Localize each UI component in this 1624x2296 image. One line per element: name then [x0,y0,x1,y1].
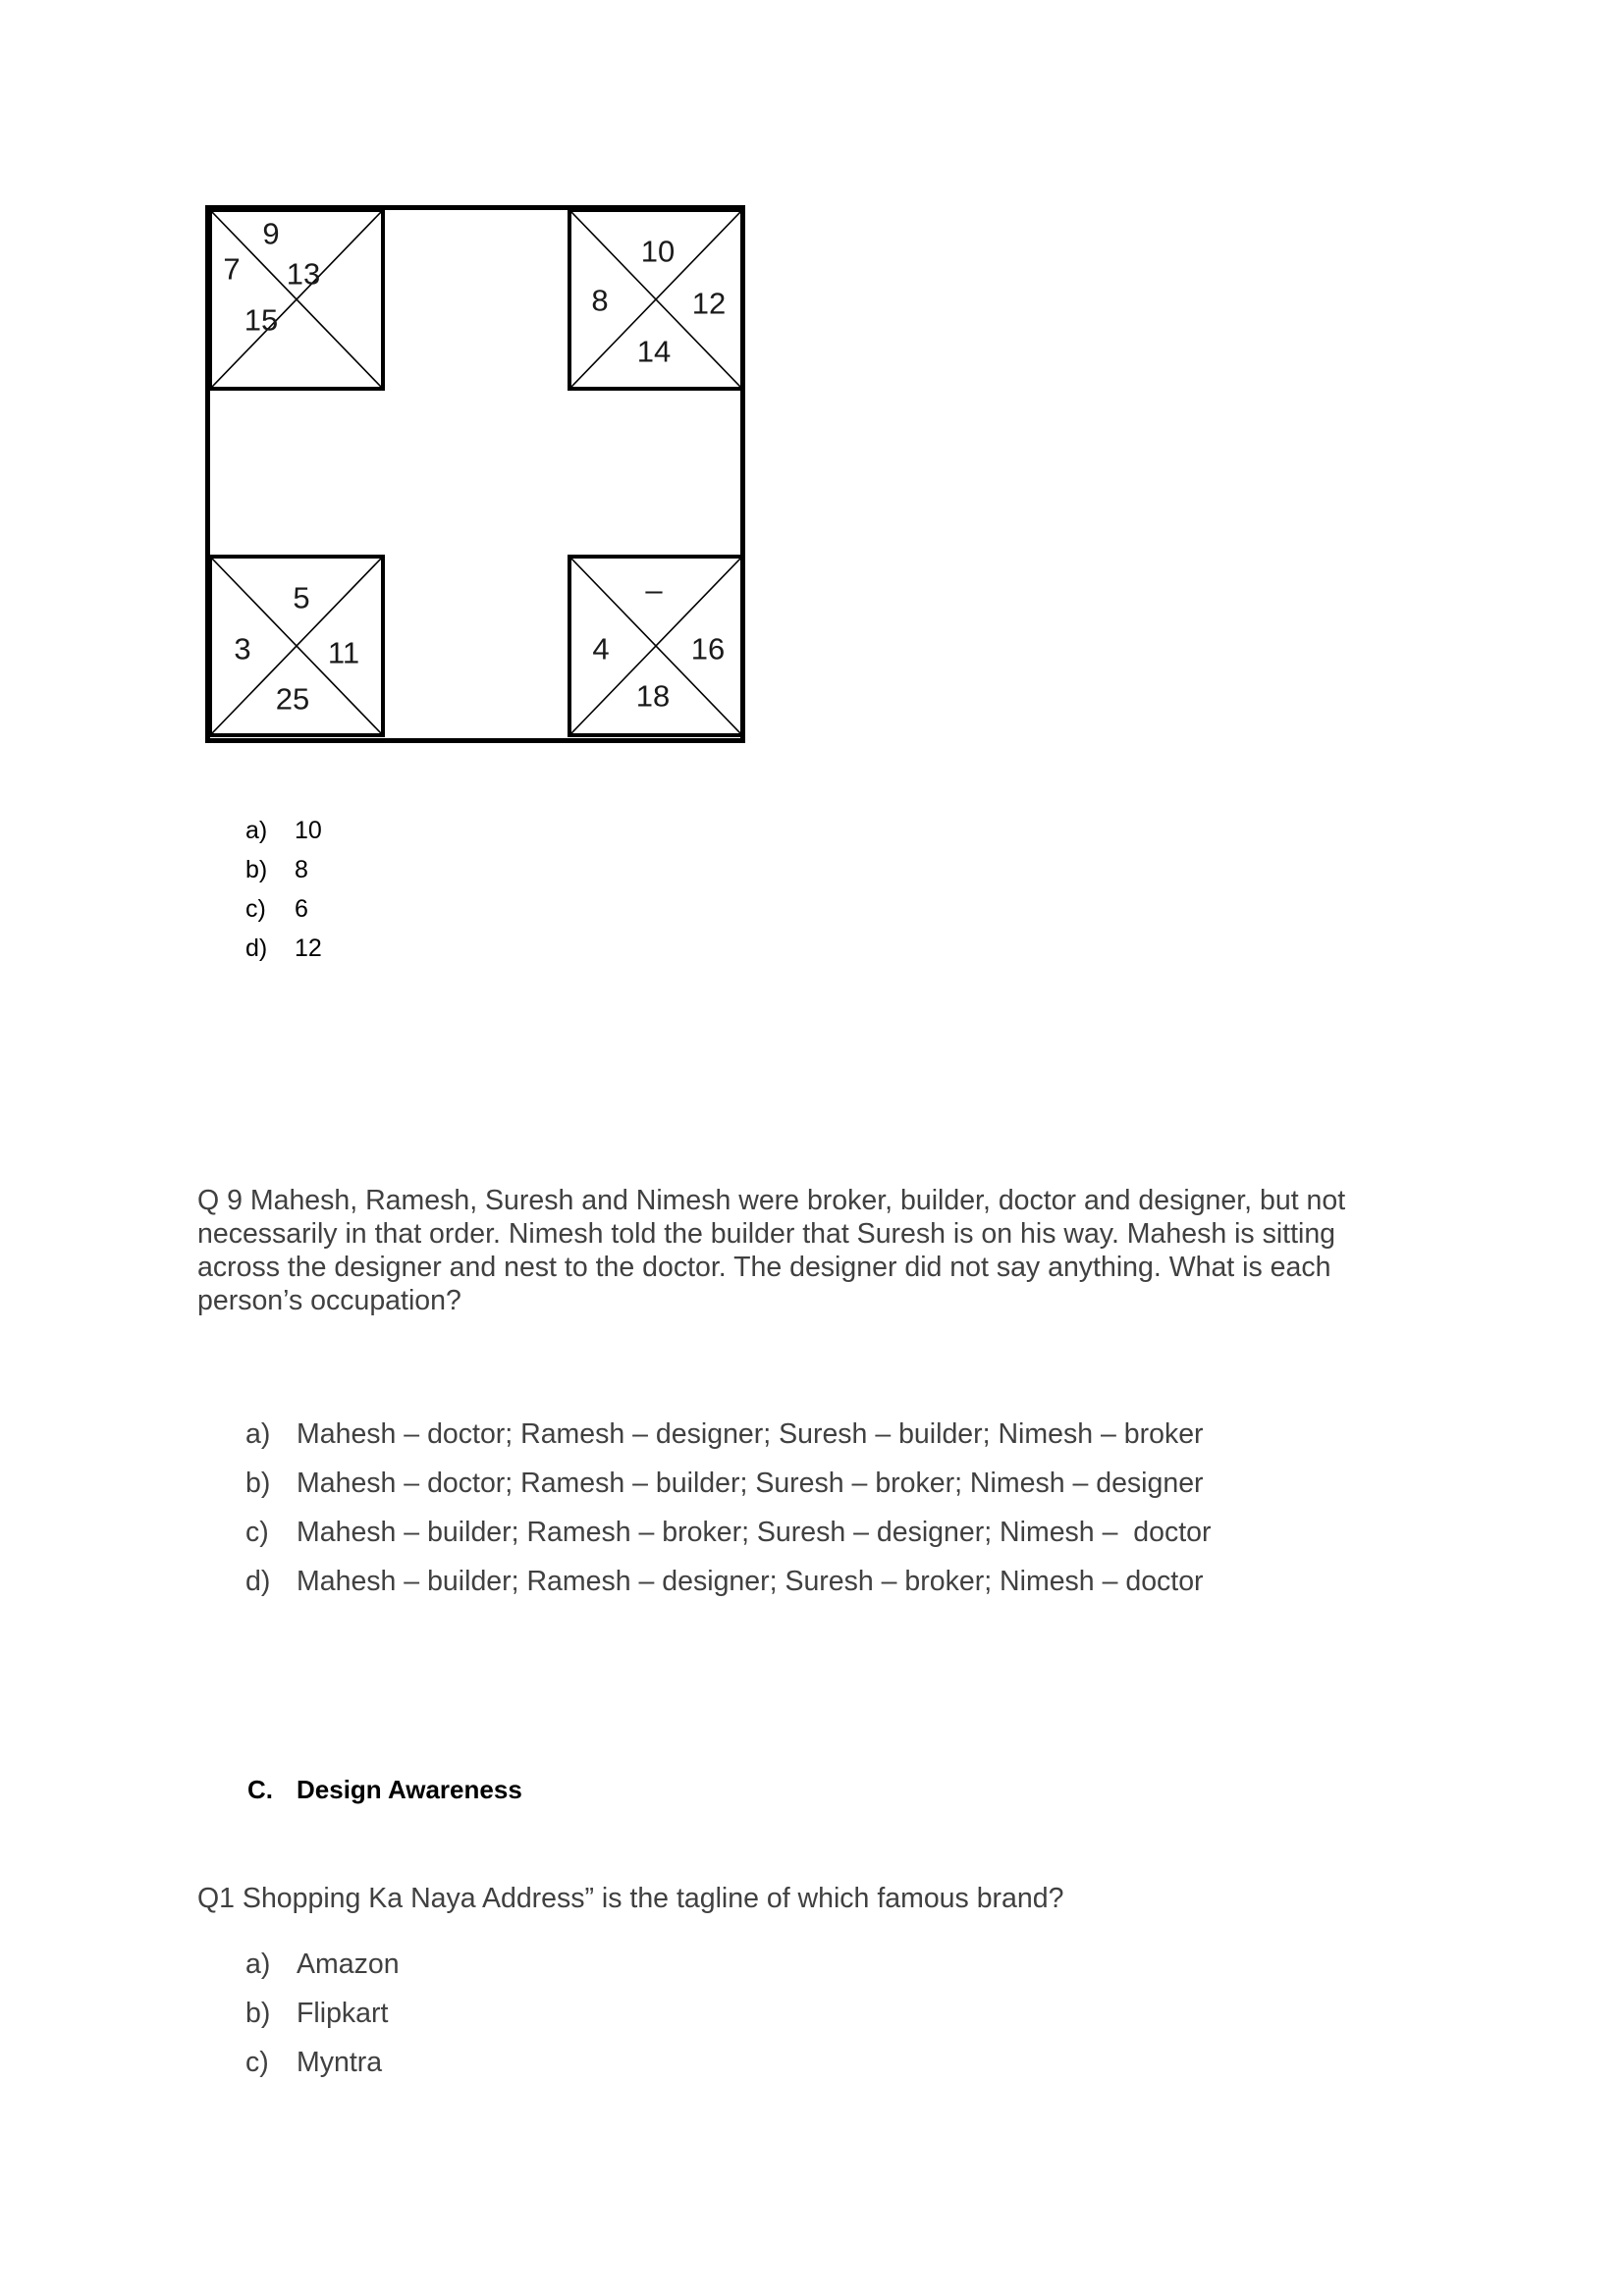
option-label: c) [245,2047,269,2078]
q9-option-a[interactable] [245,1410,1276,1459]
option-label: b) [245,1468,271,1499]
q1-option-a[interactable] [245,1940,638,1989]
cell-value-left: 8 [591,283,609,318]
option-text: Amazon [297,1949,400,1980]
section-title: Design Awareness [297,1775,522,1804]
option-text: 6 [295,895,308,923]
option-label: a) [245,1418,271,1450]
option-label: d) [245,1566,271,1597]
cell-value-left: 7 [223,251,241,287]
q8-option-c[interactable] [245,889,442,929]
puzzle-cell-top-left [208,208,385,391]
q9-option-c[interactable] [245,1508,1276,1557]
option-text: Mahesh – builder; Ramesh – broker; Suresh – designer; Nimesh – doctor [297,1517,1212,1548]
option-text: 12 [295,934,322,962]
cell-value-bottom: 18 [635,678,671,714]
puzzle-cell-bottom-right [568,555,744,737]
cell-value-bottom: 15 [244,302,279,338]
cell-value-right: 12 [691,286,727,321]
section-label: C. [247,1775,273,1804]
q8-option-d[interactable] [245,929,442,968]
q9-question [197,1184,1425,1317]
option-label: d) [245,934,268,962]
option-text: Mahesh – doctor; Ramesh – designer; Suresh – builder; Nimesh – broker [297,1418,1204,1450]
puzzle-cell-bottom-left [208,555,385,737]
option-text: 10 [295,817,322,844]
cell-value-top: 5 [293,580,310,615]
cell-value-left: 4 [592,631,610,667]
q8-option-b[interactable] [245,850,442,889]
section-heading [247,1770,640,1809]
q9-question-line: across the designer and nest to the doctor. The designer did not say anything. What is each [197,1252,1331,1283]
cell-value-top: 10 [640,234,676,269]
option-label: a) [245,1949,271,1980]
option-text: Mahesh – builder; Ramesh – designer; Suresh – broker; Nimesh – doctor [297,1566,1204,1597]
cell-value-top: 9 [262,216,280,251]
cell-value-right: 13 [286,256,321,292]
q9-option-b[interactable] [245,1459,1276,1508]
cell-value-right: 16 [690,631,726,667]
cross-diagonals-icon [212,212,381,387]
option-label: c) [245,895,266,923]
option-label: a) [245,817,268,844]
q8-option-a[interactable] [245,811,442,850]
option-label: b) [245,856,268,883]
cell-value-missing: – [645,572,663,608]
number-puzzle-figure [205,205,745,743]
q1-option-b[interactable] [245,1989,638,2038]
q1-option-c[interactable] [245,2038,638,2087]
option-text: Mahesh – doctor; Ramesh – builder; Suresh – broker; Nimesh – designer [297,1468,1204,1499]
option-text: Myntra [297,2047,383,2078]
cell-value-left: 3 [234,631,251,667]
option-label: b) [245,1998,271,2029]
q9-option-d[interactable] [245,1557,1276,1606]
cell-value-bottom: 25 [275,681,310,717]
q9-question-line: Q 9 Mahesh, Ramesh, Suresh and Nimesh were broker, builder, doctor and designer, but not [197,1185,1346,1216]
puzzle-cell-top-right [568,208,744,391]
cell-value-bottom: 14 [636,334,672,369]
option-text: Flipkart [297,1998,389,2029]
option-text: 8 [295,856,308,883]
option-label: c) [245,1517,269,1548]
q9-question-line: necessarily in that order. Nimesh told the builder that Suresh is on his way. Mahesh is sitting [197,1218,1336,1250]
q1-question: Q1 Shopping Ka Naya Address” is the tagline of which famous brand? [197,1883,1064,1914]
q9-question-line: person’s occupation? [197,1285,461,1316]
cell-value-right: 11 [327,635,360,670]
